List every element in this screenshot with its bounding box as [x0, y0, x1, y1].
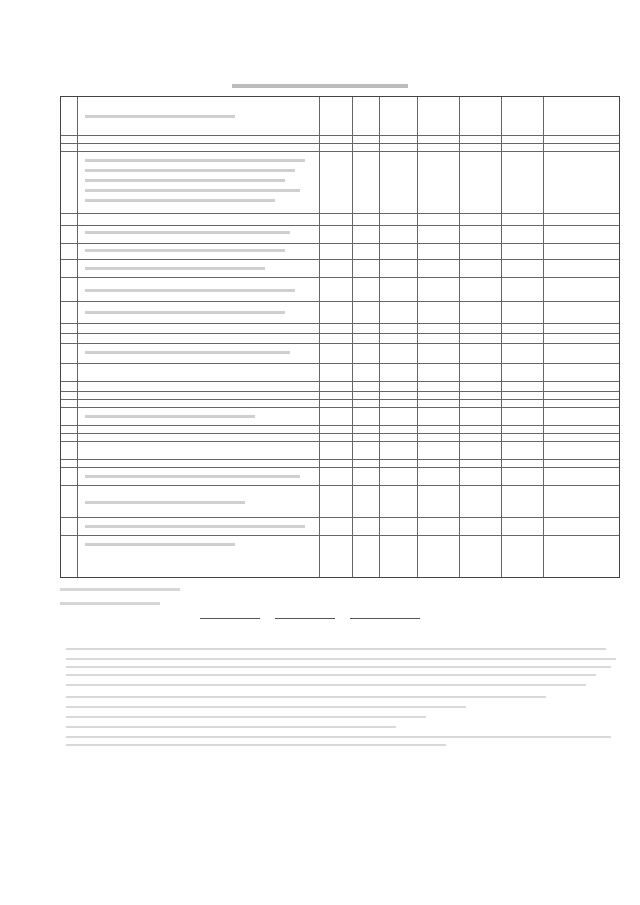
- column-divider: [379, 97, 380, 577]
- table-row: [61, 517, 619, 518]
- table-row: [61, 333, 619, 334]
- table-row: [61, 381, 619, 382]
- table-row: [61, 407, 619, 408]
- column-divider: [77, 97, 78, 577]
- signature-block: [60, 588, 480, 628]
- column-divider: [501, 97, 502, 577]
- text-placeholder: [66, 744, 446, 746]
- text-placeholder: [66, 716, 426, 718]
- signature-line: [200, 618, 260, 619]
- text-placeholder: [85, 231, 290, 234]
- table-row: [61, 391, 619, 392]
- table-row: [61, 225, 619, 226]
- table-row: [61, 399, 619, 400]
- table-row: [61, 363, 619, 364]
- column-divider: [352, 97, 353, 577]
- text-placeholder: [85, 179, 285, 182]
- table-row: [61, 535, 619, 536]
- column-divider: [459, 97, 460, 577]
- text-placeholder: [85, 415, 255, 418]
- table-row: [61, 259, 619, 260]
- table-row: [61, 323, 619, 324]
- text-placeholder: [60, 602, 160, 605]
- text-placeholder: [85, 249, 285, 252]
- text-placeholder: [85, 501, 245, 504]
- text-placeholder: [60, 588, 180, 591]
- table-row: [61, 143, 619, 144]
- table-row: [61, 213, 619, 214]
- table-row: [61, 459, 619, 460]
- table-row: [61, 151, 619, 152]
- text-placeholder: [66, 726, 396, 728]
- text-placeholder: [66, 696, 546, 698]
- text-placeholder: [232, 84, 408, 88]
- column-divider: [319, 97, 320, 577]
- text-placeholder: [85, 115, 235, 118]
- table-row: [61, 441, 619, 442]
- table-row: [61, 135, 619, 136]
- text-placeholder: [85, 169, 295, 172]
- text-placeholder: [85, 189, 300, 192]
- text-placeholder: [66, 736, 611, 738]
- text-placeholder: [85, 543, 235, 546]
- text-placeholder: [66, 684, 586, 686]
- signature-line: [350, 618, 420, 619]
- text-placeholder: [85, 351, 290, 354]
- table-row: [61, 301, 619, 302]
- column-divider: [417, 97, 418, 577]
- table-row: [61, 243, 619, 244]
- table-row: [61, 467, 619, 468]
- text-placeholder: [85, 311, 285, 314]
- section-title: [0, 82, 640, 92]
- table-row: [61, 343, 619, 344]
- expenses-table: [60, 96, 620, 578]
- text-placeholder: [85, 525, 305, 528]
- text-placeholder: [66, 648, 606, 650]
- text-placeholder: [85, 267, 265, 270]
- text-placeholder: [85, 289, 295, 292]
- table-row: [61, 425, 619, 426]
- table-row: [61, 485, 619, 486]
- text-placeholder: [85, 475, 300, 478]
- column-divider: [543, 97, 544, 577]
- text-placeholder: [66, 674, 596, 676]
- table-row: [61, 433, 619, 434]
- text-placeholder: [66, 666, 611, 668]
- signature-line: [275, 618, 335, 619]
- text-placeholder: [66, 706, 466, 708]
- text-placeholder: [85, 199, 275, 202]
- text-placeholder: [66, 658, 616, 660]
- table-row: [61, 277, 619, 278]
- text-placeholder: [85, 159, 305, 162]
